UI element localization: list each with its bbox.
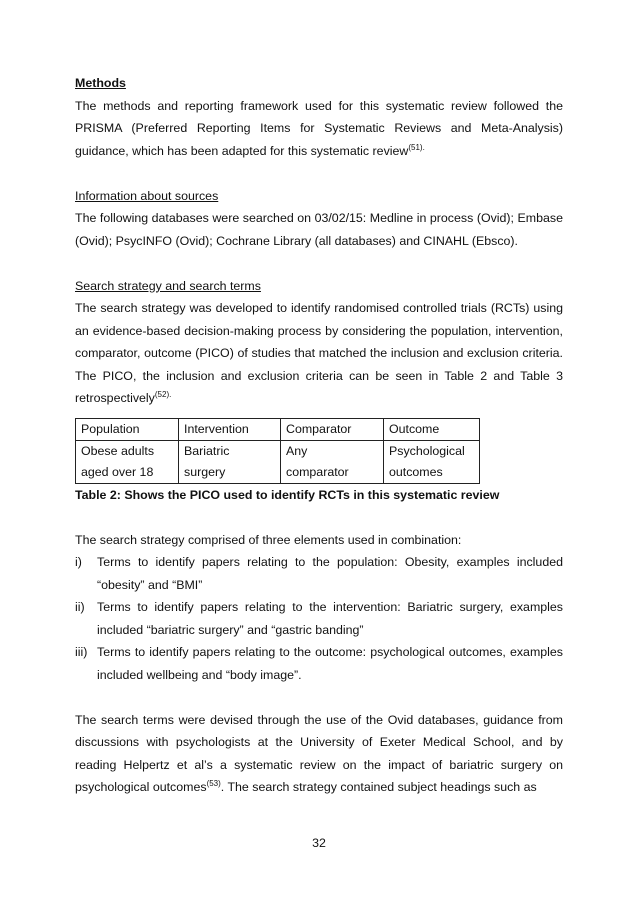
- cell-line: Bariatric: [184, 443, 230, 458]
- table-row: [76, 440, 480, 483]
- table-header-cell: Outcome: [384, 418, 480, 440]
- cell-line: aged over 18: [81, 464, 154, 479]
- terms-paragraph: [75, 709, 563, 799]
- cell-line: Any: [286, 443, 308, 458]
- cell-line: outcomes: [389, 464, 443, 479]
- strategy-paragraph: [75, 297, 563, 410]
- strategy-reference: (52).: [154, 390, 172, 399]
- list-item-text: Terms to identify papers relating to the outcome: psychological outcomes, examples included wellbeing and “body image”.: [97, 645, 563, 682]
- document-page: [75, 72, 563, 799]
- cell-line: Psychological: [389, 443, 465, 458]
- table-header-cell: Intervention: [179, 418, 281, 440]
- table-header-cell: Population: [76, 418, 179, 440]
- terms-text-before: The search terms were devised through the use of the Ovid databases, guidance from discussions with psychologists at the University of Exeter Medical School, and by reading Helpertz et al’s a systematic review on the impact of bariatric surgery on psychological outcomes: [75, 712, 563, 794]
- cell-line: comparator: [286, 464, 349, 479]
- table-cell: [76, 440, 179, 483]
- list-marker: iii): [75, 645, 88, 659]
- elements-intro: The search strategy comprised of three elements used in combination:: [75, 532, 462, 547]
- table-cell: [179, 440, 281, 483]
- cell-line: surgery: [184, 464, 226, 479]
- terms-text-after: . The search strategy contained subject headings such as: [220, 780, 537, 794]
- list-item: [75, 551, 563, 596]
- page-number: 32: [312, 836, 326, 850]
- sources-paragraph: The following databases were searched on 03/02/15: Medline in process (Ovid); Embase (Ovid); PsycINFO (Ovid); Cochrane Library (all databases) and CINAHL (Ebsco).: [75, 211, 563, 248]
- terms-reference: (53): [206, 779, 221, 788]
- table-cell: [281, 440, 384, 483]
- list-item-text: Terms to identify papers relating to the population: Obesity, examples included “obesity” and “BMI”: [97, 555, 563, 592]
- sources-heading: Information about sources: [75, 188, 219, 203]
- list-item-text: Terms to identify papers relating to the intervention: Bariatric surgery, examples included “bariatric surgery” and “gastric banding”: [97, 600, 563, 637]
- pico-table: [75, 418, 480, 484]
- methods-heading: Methods: [75, 76, 126, 90]
- list-marker: i): [75, 555, 82, 569]
- cell-line: Obese adults: [81, 443, 155, 458]
- list-item: [75, 596, 563, 641]
- list-item: [75, 641, 563, 686]
- list-marker: ii): [75, 600, 85, 614]
- strategy-heading: Search strategy and search terms: [75, 278, 261, 293]
- table-header-row: [76, 418, 480, 440]
- methods-paragraph: [75, 95, 563, 163]
- table-cell: [384, 440, 480, 483]
- table-header-cell: Comparator: [281, 418, 384, 440]
- methods-reference: (51).: [408, 142, 425, 152]
- strategy-text: The search strategy was developed to identify randomised controlled trials (RCTs) using an evidence-based decision-making process by considering the population, intervention, comparator, outcome (PICO) of studies that matched the inclusion and exclusion criteria. The PICO, the inclusion and exclusion criteria can be seen in Table 2 and Table 3 retrospectively: [75, 301, 563, 405]
- methods-text: The methods and reporting framework used for this systematic review followed the PRISMA (Preferred Reporting Items for Systematic Reviews and Meta-Analysis) guidance, which has been adapted for this systematic review: [75, 98, 563, 158]
- table-caption: Table 2: Shows the PICO used to identify RCTs in this systematic review: [75, 487, 500, 502]
